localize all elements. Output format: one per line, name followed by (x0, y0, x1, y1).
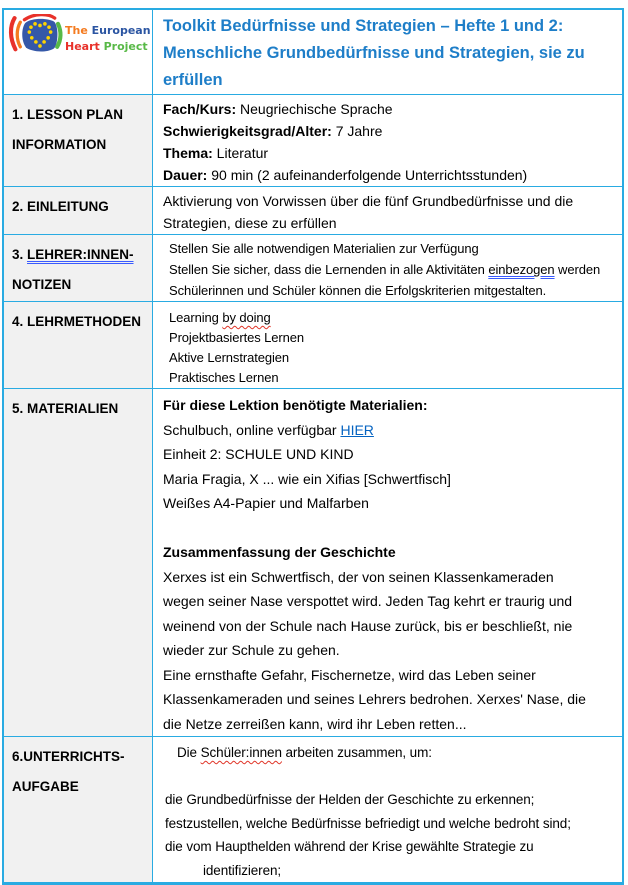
materials-heading: Für diese Lektion benötigte Materialien: (163, 397, 428, 413)
task-item: festzustellen, welche Bedürfnisse befriedigt und welche bedroht sind; (165, 815, 571, 831)
lesson-plan-fields (153, 95, 622, 186)
story-line: Eine ernsthafte Gefahr, Fischernetze, wird das Leben seiner (163, 666, 536, 683)
row-einleitung (4, 186, 622, 234)
heading-line: 6.UNTERRICHTS- (12, 749, 125, 764)
heading-line: NOTIZEN (12, 277, 72, 292)
heading-line: INFORMATION (12, 137, 107, 152)
notizen-text (153, 235, 622, 301)
lesson-plan-table (2, 8, 624, 885)
field-value: 7 Jahre (331, 123, 383, 139)
text-run: werden (554, 262, 601, 277)
field-value: Neugriechische Sprache (236, 101, 393, 117)
story-line: wegen seiner Nase verspottet wird. Jeden Tag kehrt er traurig und (163, 593, 573, 609)
text-run: Die (177, 745, 201, 760)
row-lehrerinnen-notizen (4, 234, 622, 301)
heading-lehrmethoden (4, 302, 153, 388)
material-item-schulbuch (163, 418, 618, 443)
text-run: Learning (169, 310, 223, 325)
logo-cell (4, 10, 153, 94)
text-line (169, 259, 618, 280)
heading-line: 1. LESSON PLAN (12, 107, 124, 122)
einleitung-text (153, 187, 622, 234)
material-item: Maria Fragia, X ... wie ein Xifias [Schwertfisch] (163, 470, 451, 487)
text-line: Schülerinnen und Schüler können die Erfolgskriterien mitgestalten. (169, 283, 547, 298)
row-lesson-plan-information (4, 94, 622, 186)
logo-text-line1: The European (65, 24, 151, 37)
text-run: Schulbuch, online verfügbar (163, 421, 341, 438)
heading-line: 4. LEHRMETHODEN (12, 314, 142, 329)
document-title-line-3: erfüllen (163, 71, 223, 89)
material-item: Einheit 2: SCHULE UND KIND (163, 446, 354, 462)
field-value: 90 min (2 aufeinanderfolgende Unterrichtsstunden) (207, 167, 528, 183)
field-label: Thema: (163, 145, 213, 161)
header-row (4, 10, 622, 94)
task-item: die vom Haupthelden während der Krise gewählte Strategie zu (165, 839, 534, 854)
title-cell (153, 10, 622, 94)
text-run: Stellen Sie sicher, dass die Lernenden in alle Aktivitäten (169, 262, 489, 277)
story-line: wieder zur Schule zu gehen. (163, 642, 340, 658)
field-value: Literatur (212, 145, 269, 161)
aufgabe-intro (165, 741, 618, 765)
heading-einleitung (4, 187, 153, 234)
field-label: Dauer: (163, 167, 208, 183)
field-thema (163, 142, 618, 164)
hier-hyperlink[interactable]: HIER (340, 421, 374, 438)
heading-line: AUFGABE (12, 779, 79, 794)
blank-line (165, 765, 618, 789)
task-item-continuation: identifizieren; (203, 862, 282, 878)
aufgabe-content (153, 737, 622, 882)
field-fach-kurs (163, 98, 618, 120)
european-heart-project-logo (8, 14, 151, 64)
logo-text-line2: Heart Project (65, 40, 148, 53)
heading-lesson-plan-information (4, 95, 153, 186)
method-item: Projektbasiertes Lernen (169, 330, 305, 345)
spellcheck-marked-text: by doing (222, 310, 271, 325)
blank-line (163, 516, 618, 541)
story-summary-heading: Zusammenfassung der Geschichte (163, 544, 396, 560)
text-run: arbeiten zusammen, um: (281, 745, 432, 760)
method-item: Praktisches Lernen (169, 370, 279, 385)
grammar-marked-text: LEHRER:INNEN- (27, 247, 134, 262)
text-line: Stellen Sie alle notwendigen Materialien zur Verfügung (169, 241, 479, 256)
row-materialien (4, 388, 622, 736)
task-item: die Grundbedürfnisse der Helden der Geschichte zu erkennen; (165, 792, 535, 807)
row-unterrichtsaufgabe (4, 736, 622, 882)
heading-number: 3. (12, 247, 28, 262)
heading-line (12, 240, 149, 270)
story-line: Klassenkameraden und seines Lehrers bedrohen. Xerxes' Nase, die (163, 691, 586, 707)
story-line: weinend von der Schule nach Hause zurück, bis er beschließt, nie (163, 617, 573, 634)
lehrmethoden-list (153, 302, 622, 388)
field-label: Schwierigkeitsgrad/Alter: (163, 123, 332, 139)
method-item: Aktive Lernstrategien (169, 350, 290, 365)
material-item: Weißes A4-Papier und Malfarben (163, 495, 369, 511)
field-label: Fach/Kurs: (163, 101, 237, 117)
field-schwierigkeitsgrad (163, 120, 618, 142)
materialien-content (153, 389, 622, 736)
heading-line: 2. EINLEITUNG (12, 199, 109, 214)
text-line: Aktivierung von Vorwissen über die fünf Grundbedürfnisse und die (163, 193, 574, 209)
field-dauer (163, 164, 618, 186)
grammar-marked-text: einbezogen (488, 262, 555, 277)
document-title-line-2: Menschliche Grundbedürfnisse und Strategien, sie zu (163, 44, 585, 62)
heading-lehrerinnen-notizen (4, 235, 153, 301)
row-lehrmethoden (4, 301, 622, 388)
story-line: Xerxes ist ein Schwertfisch, der von seinen Klassenkameraden (163, 568, 554, 585)
heading-materialien (4, 389, 153, 736)
story-line: die Netze zerreißen kann, wird ihr Leben retten... (163, 715, 467, 732)
heart-flag-graphic (11, 15, 60, 52)
document-title-line-1: Toolkit Bedürfnisse und Strategien – Hefte 1 und 2: (163, 17, 564, 35)
text-line: Strategien, diese zu erfüllen (163, 215, 337, 231)
heading-unterrichtsaufgabe (4, 737, 153, 882)
heading-line: 5. MATERIALIEN (12, 401, 119, 416)
spellcheck-marked-text: Schüler:innen (200, 745, 282, 760)
method-item (169, 308, 618, 328)
